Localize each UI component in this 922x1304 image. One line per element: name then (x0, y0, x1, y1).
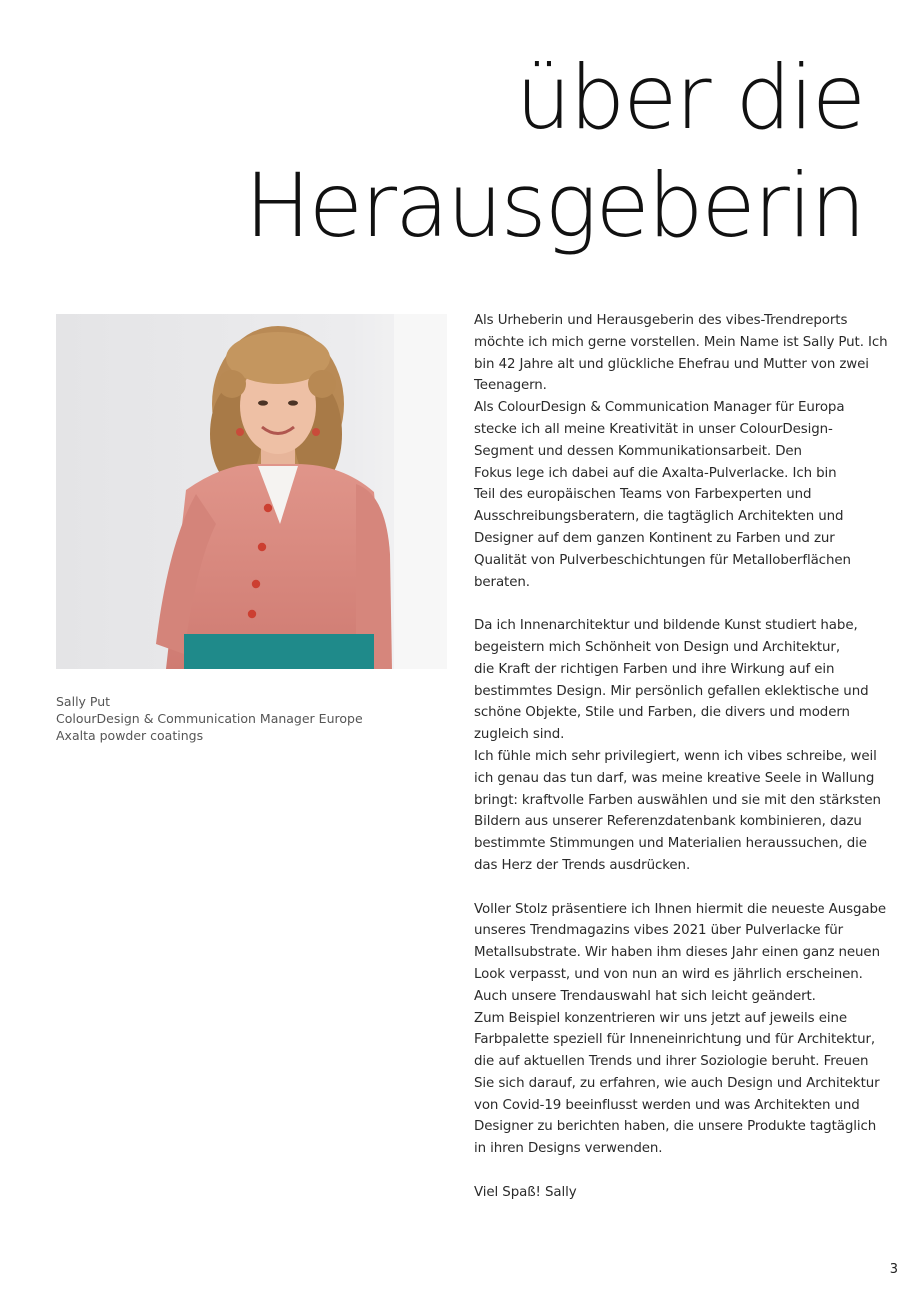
text-line: Bildern aus unserer Referenzdatenbank kombinieren, dazu (474, 814, 862, 830)
text-line: die auf aktuellen Trends und ihrer Soziologie beruht. Freuen (474, 1054, 869, 1070)
text-line: Ausschreibungsberatern, die tagtäglich Architekten und (474, 509, 844, 525)
caption-company: Axalta powder coatings (56, 728, 204, 743)
text-line: Als ColourDesign & Communication Manager für Europa (474, 400, 845, 416)
text-line: Designer zu berichten haben, die unsere Produkte tagtäglich (474, 1119, 877, 1135)
text-line: Fokus lege ich dabei auf die Axalta-Pulverlacke. Ich bin (474, 465, 837, 481)
caption-name: Sally Put (56, 694, 111, 709)
page-title (245, 44, 864, 260)
text-line: bestimmtes Design. Mir persönlich gefallen eklektische und (474, 683, 869, 699)
text-line: Teil des europäischen Teams von Farbexperten und (474, 487, 812, 503)
paragraph-3 (474, 899, 887, 1161)
text-line: Look verpasst, und von nun an wird es jährlich erscheinen. (474, 966, 863, 982)
text-line: Zum Beispiel konzentrieren wir uns jetzt auf jeweils eine (474, 1010, 847, 1026)
text-line: Metallsubstrate. Wir haben ihm dieses Jahr einen ganz neuen (474, 945, 880, 961)
text-line: Als Urheberin und Herausgeberin des vibes-Trendreports (474, 313, 848, 328)
text-line: die Kraft der richtigen Farben und ihre Wirkung auf ein (474, 661, 835, 677)
page-number: 3 (889, 1262, 898, 1277)
text-line: bestimmte Stimmungen und Materialien heraussuchen, die (474, 836, 867, 852)
text-line: von Covid-19 beeinflusst werden und was Architekten und (474, 1097, 860, 1113)
title-line-1: über die (515, 46, 864, 149)
text-line: Da ich Innenarchitektur und bildende Kunst studiert habe, (474, 618, 858, 634)
text-line: Farbpalette speziell für Inneneinrichtung und für Architektur, (474, 1032, 876, 1048)
title-line-2: Herausgeberin (244, 154, 864, 257)
text-line: Ich fühle mich sehr privilegiert, wenn ich vibes schreibe, weil (474, 748, 877, 764)
text-line: Teenagern. (474, 378, 547, 394)
text-line: Segment und dessen Kommunikationsarbeit. Den (474, 443, 802, 459)
text-line: ich genau das tun darf, was meine kreative Seele in Wallung (474, 770, 875, 786)
text-line: Voller Stolz präsentiere ich Ihnen hiermit die neueste Ausgabe (474, 901, 887, 917)
paragraph-1 (474, 310, 888, 593)
text-line: stecke ich all meine Kreativität in unser ColourDesign- (474, 421, 833, 437)
text-line: zugleich sind. (474, 727, 565, 743)
text-line: beraten. (474, 574, 530, 590)
paragraph-2 (474, 615, 881, 877)
text-line: Sie sich darauf, zu erfahren, wie auch Design und Architektur (474, 1075, 880, 1091)
text-line: begeistern mich Schönheit von Design und Architektur, (474, 639, 840, 655)
portrait-photo (56, 314, 447, 669)
text-line: Auch unsere Trendauswahl hat sich leicht geändert. (474, 988, 816, 1004)
text-line: unseres Trendmagazins vibes 2021 über Pulverlacke für (474, 923, 844, 939)
photo-caption (56, 693, 363, 744)
text-line: Designer auf dem ganzen Kontinent zu Farben und zur (474, 530, 835, 546)
text-line: das Herz der Trends ausdrücken. (474, 857, 691, 873)
text-line: bin 42 Jahre alt und glückliche Ehefrau und Mutter von zwei (474, 356, 869, 372)
text-line: schöne Objekte, Stile und Farben, die divers und modern (474, 705, 850, 721)
text-line: Qualität von Pulverbeschichtungen für Metalloberflächen (474, 552, 851, 568)
text-line: möchte ich mich gerne vorstellen. Mein Name ist Sally Put. Ich (474, 334, 888, 350)
caption-role: ColourDesign & Communication Manager Europe (56, 711, 363, 726)
article-body (474, 310, 888, 1204)
text-line: bringt: kraftvolle Farben auswählen und sie mit den stärksten (474, 792, 881, 808)
signoff: Viel Spaß! Sally (474, 1184, 577, 1200)
text-line: in ihren Designs verwenden. (474, 1141, 663, 1157)
